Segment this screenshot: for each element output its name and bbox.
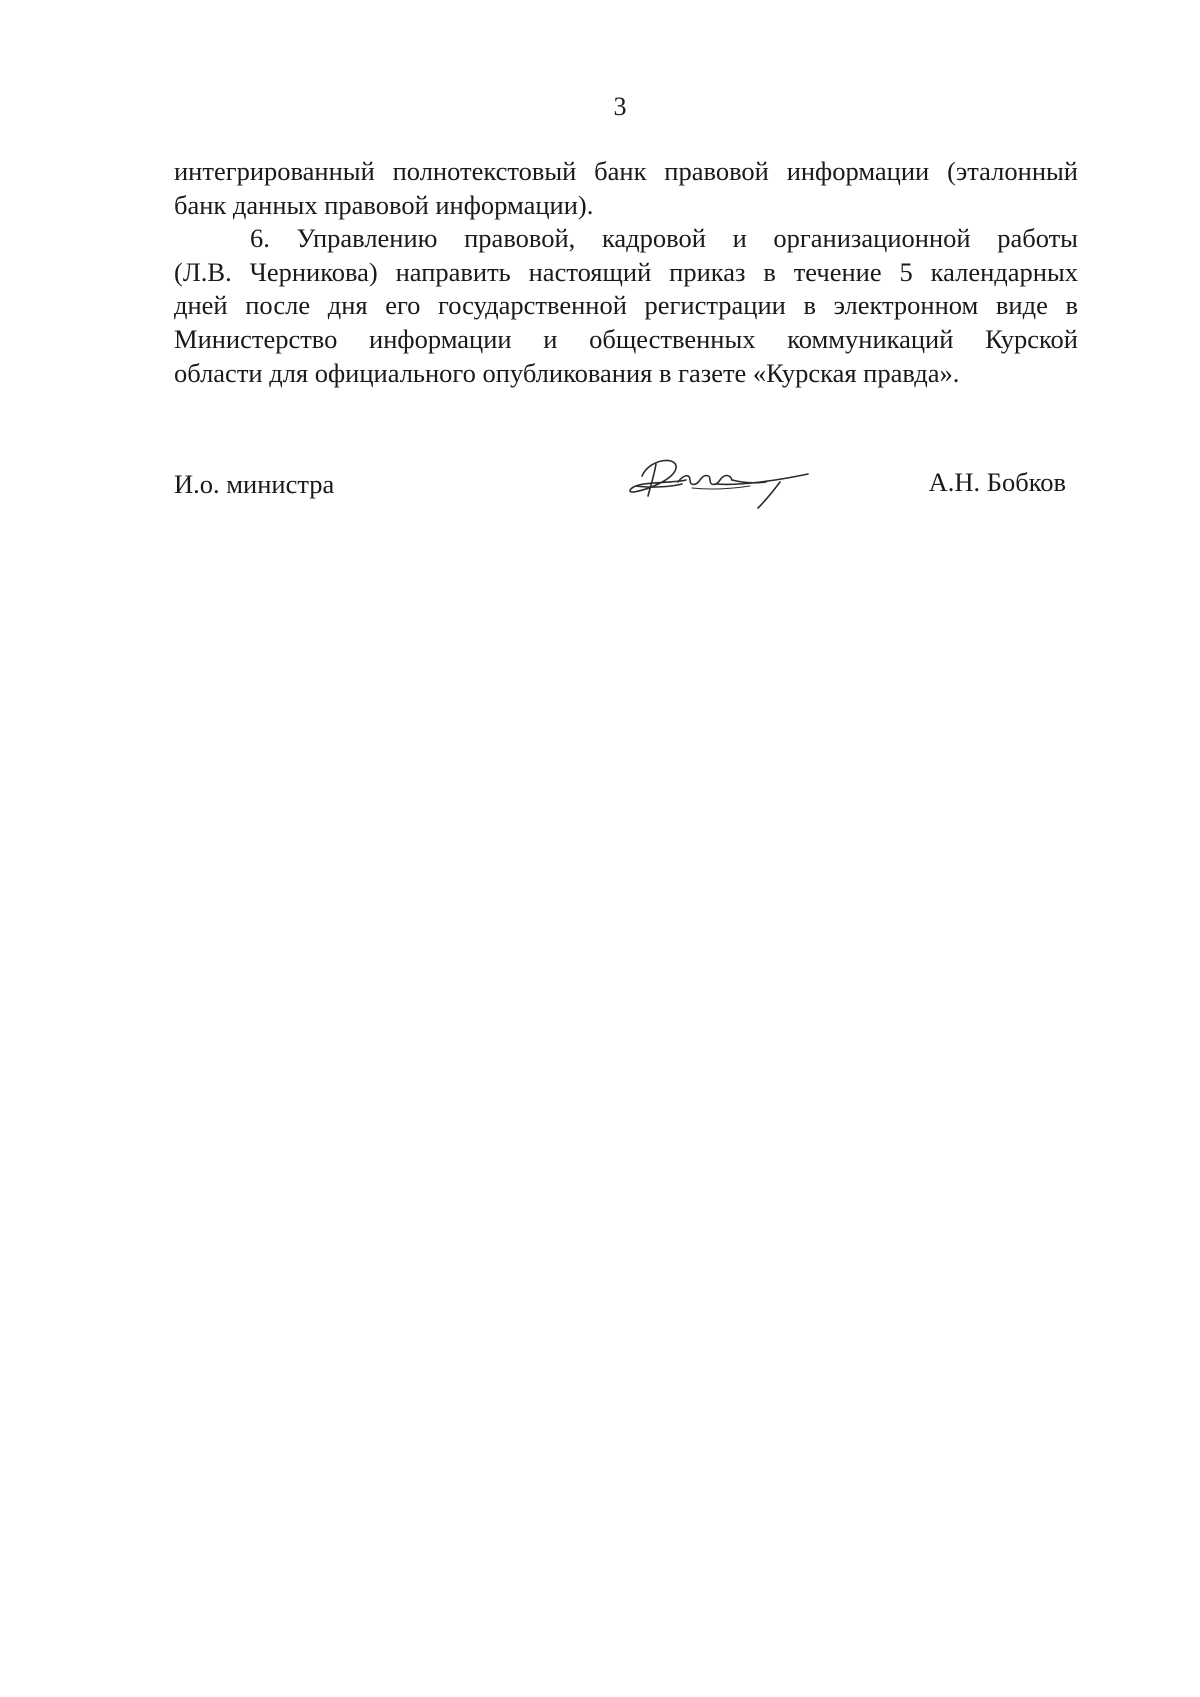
signature-block (174, 468, 1078, 528)
handwritten-signature-icon (620, 446, 820, 516)
signatory-name: А.Н. Бобков (928, 467, 1066, 497)
text-line: 6. Управлению правовой, кадровой и организационной работы (250, 223, 1078, 254)
text-line: Министерство информации и общественных коммуникаций Курской (174, 323, 1078, 354)
text-line: интегрированный полнотекстовый банк правовой информации (эталонный (174, 156, 1078, 186)
signatory-title: И.о. министра (174, 469, 335, 499)
page-number: 3 (613, 92, 627, 121)
text-line: (Л.В. Черникова) направить настоящий приказ в течение 5 календарных (174, 256, 1078, 287)
text-line: области для официального опубликования в газете «Курская правда». (174, 357, 960, 388)
text-line: банк данных правовой информации). (174, 189, 594, 220)
document-body (174, 155, 1078, 390)
text-line: дней после дня его государственной регистрации в электронном виде в (174, 290, 1078, 321)
